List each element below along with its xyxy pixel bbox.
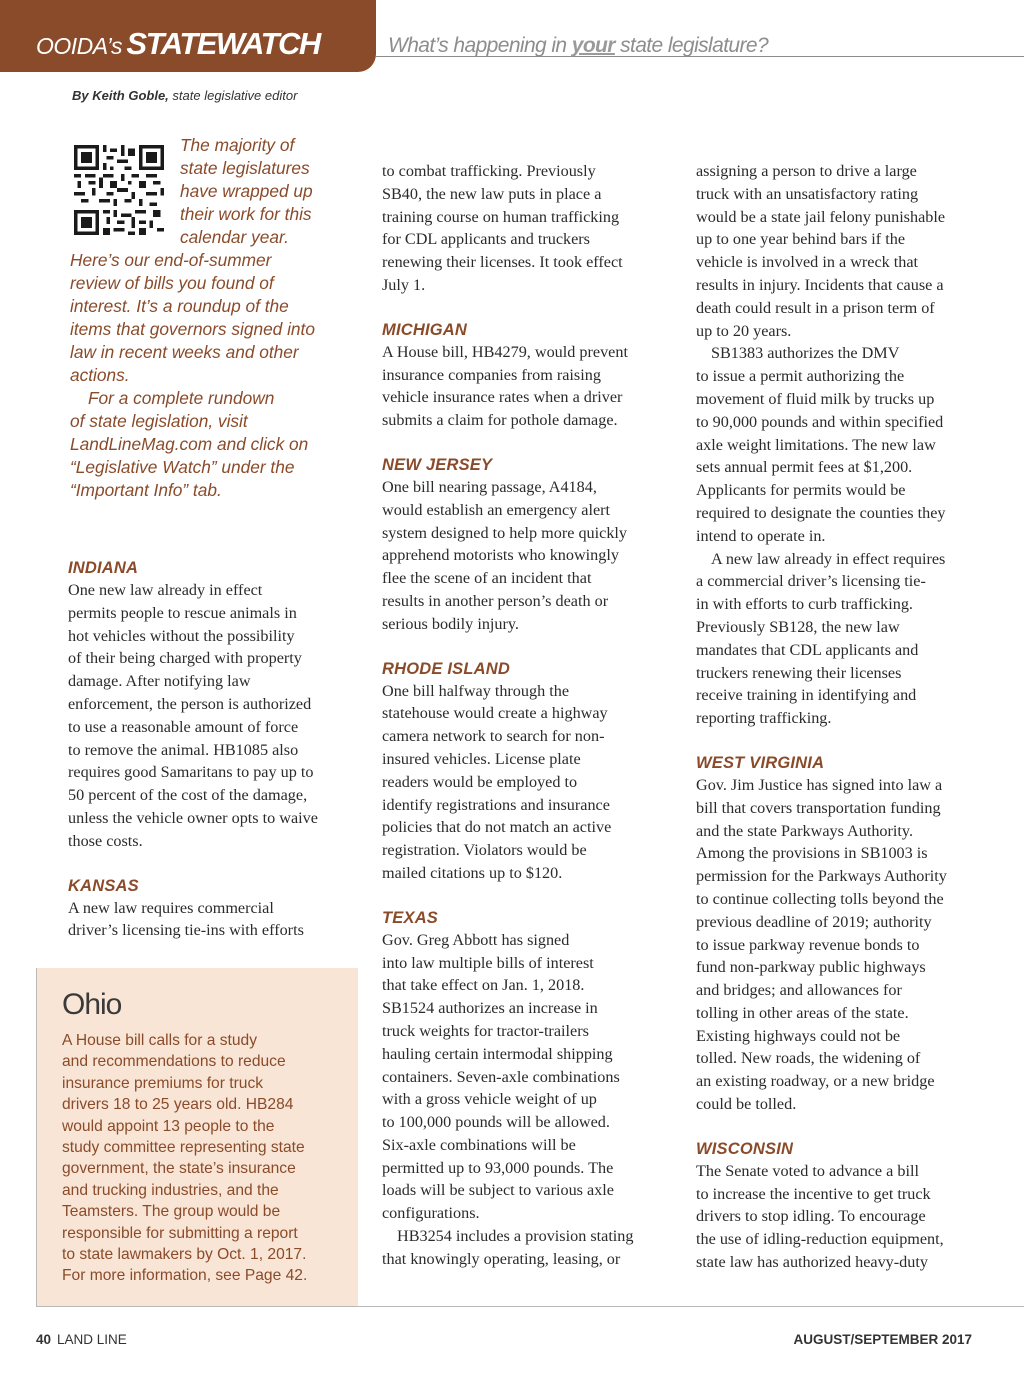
brand-prefix: OOIDA’s (36, 33, 122, 59)
body-line: One bill halfway through the (382, 681, 570, 700)
body-line: death could result in a prison term of (696, 298, 935, 317)
header-banner (0, 0, 376, 72)
body-line: vehicle is involved in a wreck that (696, 253, 919, 272)
body-line: tolling in other areas of the state. (696, 1003, 909, 1022)
body-line: mandates that CDL applicants and (696, 640, 919, 659)
body-line: insured vehicles. License plate (382, 749, 581, 768)
intro-line: state legislatures (180, 158, 310, 178)
body-line: Applicants for permits would be (696, 481, 906, 500)
ohio-line: study committee representing state (62, 1139, 305, 1157)
body-line: in with efforts to curb trafficking. (696, 595, 913, 614)
body-line: receive training in identifying and (696, 686, 917, 705)
body-line: permission for the Parkways Authority (696, 867, 947, 886)
state-heading-michigan: MICHIGAN (382, 320, 468, 339)
page-frame-bottom (36, 1306, 1024, 1307)
body-line: an existing roadway, or a new bridge (696, 1072, 935, 1091)
body-line: permitted up to 93,000 pounds. The (382, 1158, 614, 1177)
body-line: SB1524 authorizes an increase in (382, 999, 598, 1018)
body-line: The Senate voted to advance a bill (696, 1161, 919, 1180)
body-line: axle weight limitations. The new law (696, 435, 936, 454)
body-line: for CDL applicants and truckers (382, 230, 590, 249)
body-line: SB1383 authorizes the DMV (711, 344, 900, 363)
ohio-line: and trucking industries, and the (62, 1181, 279, 1199)
header-tagline (388, 34, 768, 58)
body-line: to use a reasonable amount of force (68, 717, 299, 736)
intro-line: actions. (70, 365, 130, 385)
body-line: renewing their licenses. It took effect (382, 253, 623, 272)
body-line: previous deadline of 2019; authority (696, 912, 932, 931)
body-line: would be a state jail felony punishable (696, 207, 946, 226)
tagline-emphasis: your (571, 34, 615, 57)
ohio-title: Ohio (62, 988, 122, 1021)
body-line: reporting trafficking. (696, 709, 832, 728)
body-line: A new law requires commercial (68, 898, 274, 917)
ohio-line: drivers 18 to 25 years old. HB284 (62, 1096, 294, 1114)
intro-line: Here’s our end-of-summer (70, 250, 272, 270)
byline-role: state legislative editor (168, 88, 298, 103)
rhode-island-body (382, 680, 672, 885)
ohio-line: Teamsters. The group would be (62, 1203, 281, 1221)
page-number: 40 (36, 1332, 52, 1347)
state-heading-kansas: KANSAS (68, 876, 139, 895)
body-line: enforcement, the person is authorized (68, 694, 312, 713)
body-line: training course on human trafficking (382, 207, 620, 226)
intro-line: For a complete rundown (88, 388, 275, 408)
indiana-body (68, 579, 358, 853)
page-frame-left (36, 968, 37, 1306)
body-line: unless the vehicle owner opts to waive (68, 808, 318, 827)
intro-line: calendar year. (180, 227, 289, 247)
body-line: Six-axle combinations will be (382, 1135, 576, 1154)
body-line: of their being charged with property (68, 649, 302, 668)
texas-body (382, 929, 672, 1271)
tagline-part: state legislature? (614, 34, 769, 57)
ohio-line: and recommendations to reduce (62, 1053, 286, 1071)
brand-name: STATEWATCH (126, 26, 320, 61)
ohio-line: would appoint 13 people to the (62, 1117, 275, 1135)
body-line: bill that covers transportation funding (696, 798, 941, 817)
state-heading-rhode-island: RHODE ISLAND (382, 659, 510, 678)
tagline-part: What’s happening in (388, 34, 572, 57)
body-line: driver’s licensing tie-ins with efforts (68, 921, 304, 940)
article-column-2 (382, 160, 672, 1271)
body-line: statehouse would create a highway (382, 704, 608, 723)
ohio-line: For more information, see Page 42. (62, 1267, 308, 1285)
body-line: with a gross vehicle weight of up (382, 1090, 597, 1109)
body-line: 50 percent of the cost of the damage, (68, 786, 308, 805)
body-line: to 90,000 pounds and within specified (696, 412, 944, 431)
body-line: hot vehicles without the possibility (68, 626, 295, 645)
body-line: serious bodily injury. (382, 614, 519, 633)
west-virginia-body (696, 774, 986, 1116)
body-line: loads will be subject to various axle (382, 1181, 614, 1200)
ohio-line: government, the state’s insurance (62, 1160, 296, 1178)
article-column-1 (68, 557, 358, 942)
body-line: HB3254 includes a provision stating (397, 1227, 634, 1246)
footer-folio (36, 1332, 127, 1347)
body-line: A House bill, HB4279, would prevent (382, 342, 628, 361)
body-line: movement of fluid milk by trucks up (696, 389, 935, 408)
body-line: Previously SB128, the new law (696, 617, 900, 636)
intro-line: their work for this (180, 204, 312, 224)
body-line: flee the scene of an incident that (382, 569, 592, 588)
intro-line: “Legislative Watch” under the (70, 457, 295, 477)
body-line: sets annual permit fees at $1,200. (696, 458, 913, 477)
body-line: those costs. (68, 831, 143, 850)
body-line: that knowingly operating, leasing, or (382, 1249, 621, 1268)
body-line: One bill nearing passage, A4184, (382, 477, 597, 496)
new-jersey-body (382, 476, 672, 636)
body-line: A new law already in effect requires (711, 549, 946, 568)
body-line: Among the provisions in SB1003 is (696, 844, 928, 863)
body-line: intend to operate in. (696, 526, 826, 545)
body-line: could be tolled. (696, 1095, 797, 1114)
body-line: Gov. Jim Justice has signed into law a (696, 775, 943, 794)
kansas-body (68, 897, 358, 943)
publication-name: LAND LINE (57, 1332, 127, 1347)
body-line: camera network to search for non- (382, 727, 605, 746)
texas-continued (696, 160, 986, 730)
byline-author: By Keith Goble, (72, 88, 169, 103)
body-line: containers. Seven-axle combinations (382, 1067, 620, 1086)
body-line: a commercial driver’s licensing tie- (696, 572, 926, 591)
body-line: truck with an unsatisfactory rating (696, 184, 919, 203)
body-line: state law has authorized heavy-duty (696, 1253, 928, 1272)
ohio-line: A House bill calls for a study (62, 1032, 258, 1049)
state-heading-new-jersey: NEW JERSEY (382, 455, 493, 474)
body-line: to continue collecting tolls beyond the (696, 889, 944, 908)
intro-line: of state legislation, visit (70, 411, 248, 431)
body-line: configurations. (382, 1204, 480, 1223)
state-heading-west-virginia: WEST VIRGINIA (696, 753, 825, 772)
body-line: truckers renewing their licenses (696, 663, 902, 682)
body-line: submits a claim for pothole damage. (382, 411, 618, 430)
issue-date: AUGUST/SEPTEMBER 2017 (793, 1332, 972, 1347)
body-line: and the state Parkways Authority. (696, 821, 913, 840)
body-line: Existing highways could not be (696, 1026, 901, 1045)
body-line: results in another person’s death or (382, 591, 609, 610)
body-line: insurance companies from raising (382, 365, 601, 384)
body-line: up to 20 years. (696, 321, 792, 340)
ohio-line: responsible for submitting a report (62, 1224, 298, 1242)
body-line: to issue a permit authorizing the (696, 367, 905, 386)
state-heading-texas: TEXAS (382, 908, 439, 927)
intro-line: review of bills you found of (70, 273, 274, 293)
body-line: up to one year behind bars if the (696, 230, 906, 249)
body-line: into law multiple bills of interest (382, 953, 594, 972)
byline (72, 88, 297, 103)
wisconsin-body (696, 1160, 986, 1274)
body-line: results in injury. Incidents that cause a (696, 275, 944, 294)
intro-line: have wrapped up (180, 181, 313, 201)
body-line: mailed citations up to $120. (382, 863, 563, 882)
body-line: would establish an emergency alert (382, 500, 611, 519)
body-line: hauling certain intermodal shipping (382, 1044, 613, 1063)
body-line: to combat trafficking. Previously (382, 162, 596, 180)
body-line: Gov. Greg Abbott has signed (382, 930, 570, 949)
intro-line: items that governors signed into (70, 319, 315, 339)
body-line: the use of idling-reduction equipment, (696, 1230, 944, 1249)
intro-line: law in recent weeks and other (70, 342, 299, 362)
ohio-body (62, 1030, 352, 1287)
state-heading-wisconsin: WISCONSIN (696, 1139, 794, 1158)
intro-paragraph (70, 134, 352, 502)
body-line: damage. After notifying law (68, 672, 251, 691)
ohio-line: insurance premiums for truck (62, 1074, 264, 1092)
body-line: required to designate the counties they (696, 503, 946, 522)
intro-line[interactable]: LandLineMag.com and click on (70, 434, 309, 454)
body-line: registration. Violators would be (382, 841, 587, 860)
body-line: truck weights for tractor-trailers (382, 1021, 589, 1040)
intro-line: The majority of (180, 135, 295, 155)
body-line: and bridges; and allowances for (696, 981, 902, 1000)
state-heading-indiana: INDIANA (68, 559, 139, 577)
body-line: readers would be employed to (382, 772, 578, 791)
body-line: July 1. (382, 275, 426, 294)
body-line: that take effect on Jan. 1, 2018. (382, 976, 585, 995)
body-line: tolled. New roads, the widening of (696, 1049, 921, 1068)
kansas-continued (382, 160, 672, 297)
intro-line: “Important Info” tab. (70, 480, 222, 500)
body-line: vehicle insurance rates when a driver (382, 388, 623, 407)
body-line: assigning a person to drive a large (696, 162, 917, 180)
section-title (36, 26, 320, 62)
ohio-line: to state lawmakers by Oct. 1, 2017. (62, 1246, 307, 1264)
michigan-body (382, 341, 672, 432)
body-line: to 100,000 pounds will be allowed. (382, 1113, 610, 1132)
ohio-sidebar (36, 968, 358, 1306)
body-line: requires good Samaritans to pay up to (68, 763, 314, 782)
body-line: policies that do not match an active (382, 818, 612, 837)
article-column-3 (696, 160, 986, 1274)
body-line: drivers to stop idling. To encourage (696, 1207, 926, 1226)
body-line: One new law already in effect (68, 581, 263, 599)
body-line: SB40, the new law puts in place a (382, 184, 602, 203)
intro-line: interest. It’s a roundup of the (70, 296, 289, 316)
body-line: to remove the animal. HB1085 also (68, 740, 299, 759)
body-line: apprehend motorists who knowingly (382, 546, 619, 565)
body-line: fund non-parkway public highways (696, 958, 926, 977)
body-line: permits people to rescue animals in (68, 603, 297, 622)
body-line: to increase the incentive to get truck (696, 1184, 931, 1203)
body-line: identify registrations and insurance (382, 795, 610, 814)
body-line: system designed to help more quickly (382, 523, 628, 542)
body-line: to issue parkway revenue bonds to (696, 935, 920, 954)
